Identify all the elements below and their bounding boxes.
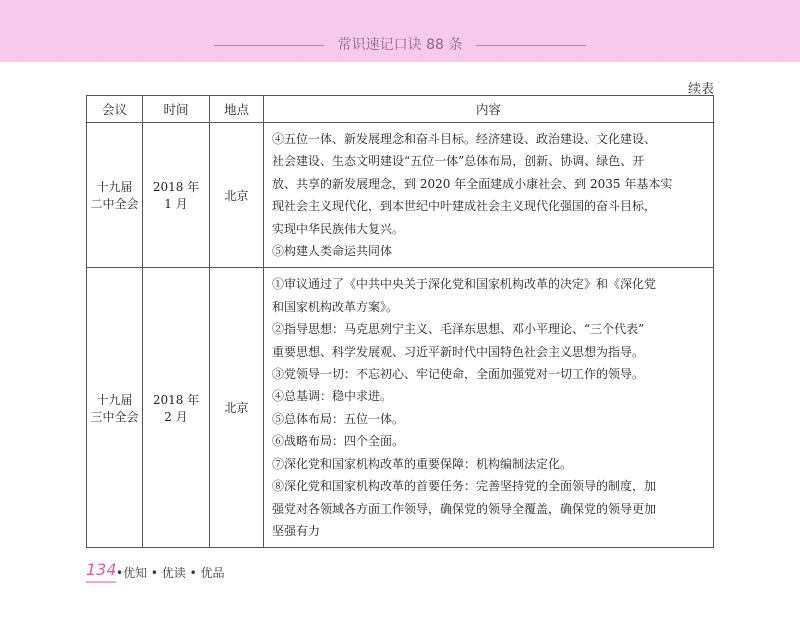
- content-line: ⑥战略布局：四个全面。: [272, 434, 405, 449]
- meeting-time: 2018 年: [152, 180, 200, 195]
- place-cell: 北京: [210, 268, 264, 548]
- content-line: ⑧深化党和国家机构改革的首要任务：完善坚持党的全面领导的制度，加: [272, 479, 657, 494]
- content-line: ①审议通过了《中共中央关于深化党和国家机构改革的决定》和《深化党: [272, 277, 657, 292]
- content-cell: [264, 268, 714, 548]
- content-line: ⑦深化党和国家机构改革的重要保障：机构编制法定化。: [272, 456, 573, 471]
- time-cell: [143, 123, 210, 268]
- meeting-name: 二中全会: [90, 197, 139, 212]
- content-line: ③党领导一切：不忘初心、牢记使命，全面加强党对一切工作的领导。: [272, 367, 645, 382]
- meeting-time: 1 月: [164, 197, 188, 212]
- content-line: ④总基调：稳中求进。: [272, 389, 393, 404]
- column-header-content: 内容: [264, 96, 714, 123]
- page-title: 常识速记口诀 88 条: [337, 37, 463, 53]
- meeting-name: 十九届: [96, 180, 133, 195]
- content-line: ⑤构建人类命运共同体: [272, 244, 393, 259]
- content-line: 和国家机构改革方案》。: [272, 299, 399, 314]
- meetings-table: [86, 95, 714, 548]
- content-line: 重要思想、科学发展观、习近平新时代中国特色社会主义思想为指导。: [272, 344, 645, 359]
- column-header-place: 地点: [210, 96, 264, 123]
- content-line: 强党对各领域各方面工作领导，确保党的领导全覆盖，确保党的领导更加: [272, 501, 657, 516]
- meeting-time: 2 月: [164, 409, 188, 424]
- content-line: ②指导思想：马克思列宁主义、毛泽东思想、邓小平理论、“三个代表”: [272, 322, 645, 337]
- page-number: 134: [86, 560, 117, 579]
- page-footer: [86, 560, 346, 582]
- footer-slogan: •优知 • 优读 • 优品: [116, 566, 225, 580]
- content-line: 现社会主义现代化，到本世纪中叶建成社会主义现代化强国的奋斗目标，: [272, 199, 657, 214]
- content-line: ⑤总体布局：五位一体。: [272, 411, 405, 426]
- place-cell: 北京: [210, 123, 264, 268]
- column-header-time: 时间: [143, 96, 210, 123]
- content-line: 社会建设、生态文明建设“五位一体”总体布局，创新、协调、绿色、开: [272, 154, 645, 169]
- content-line: 坚强有力: [272, 523, 321, 538]
- meeting-cell: [87, 123, 143, 268]
- continued-label: 续表: [687, 82, 714, 97]
- content-line: 放、共享的新发展理念，到 2020 年全面建成小康社会、到 2035 年基本实: [272, 176, 673, 191]
- meeting-time: 2018 年: [152, 392, 200, 407]
- meeting-name: 十九届: [96, 392, 133, 407]
- time-cell: [143, 268, 210, 548]
- content-line: ④五位一体、新发展理念和奋斗目标。经济建设、政治建设、文化建设、: [272, 132, 657, 146]
- footer-accent-bar: [86, 581, 116, 583]
- meeting-name: 三中全会: [90, 409, 139, 424]
- content-cell: [264, 123, 714, 268]
- column-header-meeting: 会议: [87, 96, 143, 123]
- meeting-cell: [87, 268, 143, 548]
- table-row: [87, 268, 714, 548]
- table-row: [87, 123, 714, 268]
- table-header-row: [87, 96, 714, 123]
- content-line: 实现中华民族伟大复兴。: [272, 221, 405, 236]
